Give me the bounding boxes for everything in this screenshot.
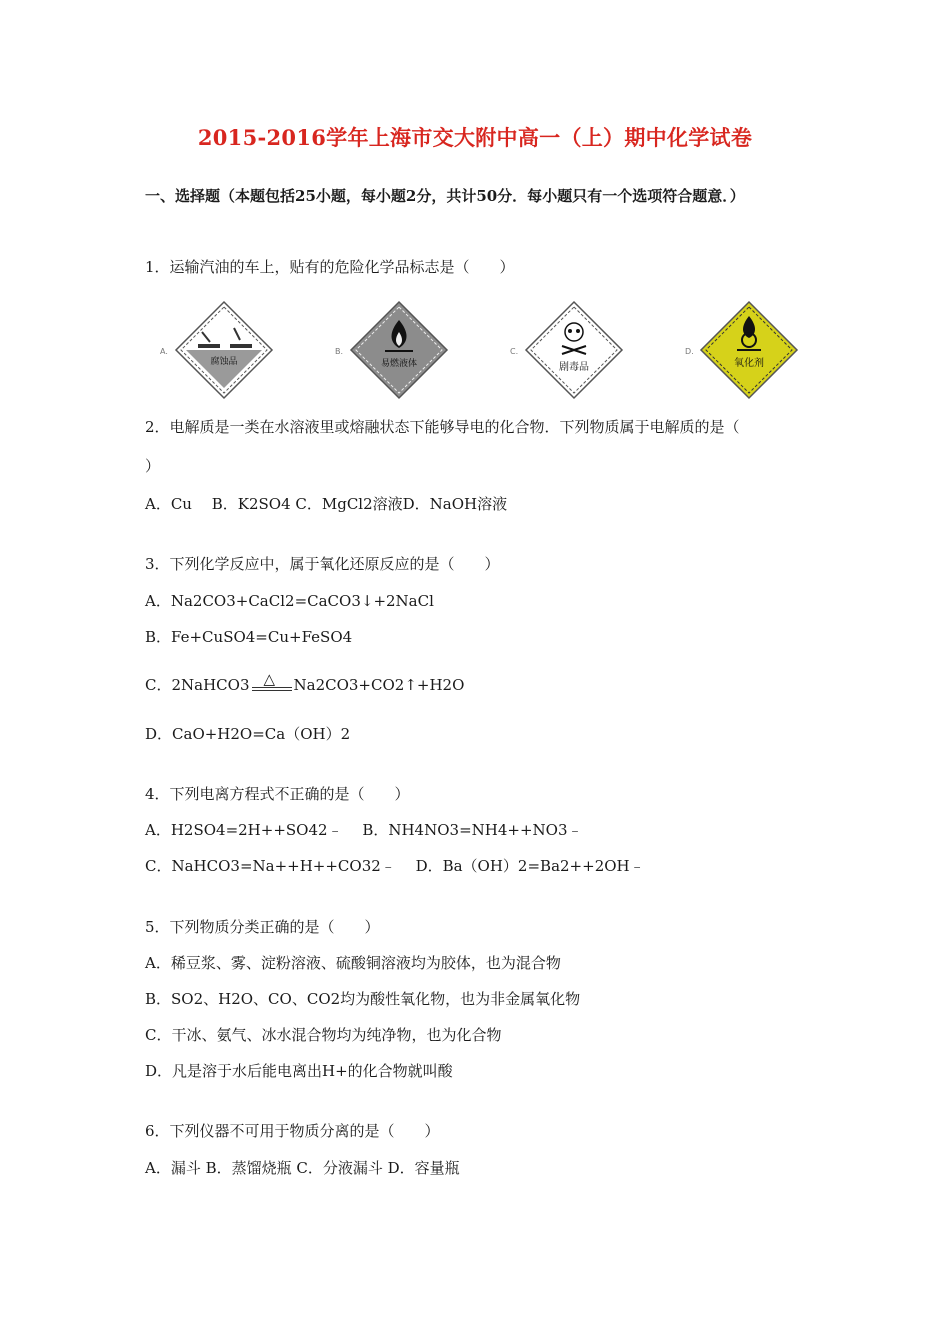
hazard-signs xyxy=(150,300,800,410)
svg-text:剧毒品: 剧毒品 xyxy=(559,362,589,373)
question-5-option-d: D．凡是溶于水后能电离出H+的化合物就叫酸 xyxy=(145,1062,453,1080)
hazard-sign-b[interactable] xyxy=(325,300,465,410)
svg-text:腐蚀品: 腐蚀品 xyxy=(210,357,238,367)
question-5-option-c: C．干冰、氨气、冰水混合物均为纯净物，也为化合物 xyxy=(145,1026,502,1044)
question-4-options-ab: A．H2SO4=2H++SO42﹣ B．NH4NO3=NH4++NO3﹣ xyxy=(145,821,583,839)
question-2-options: A．Cu B．K2SO4 C．MgCl2溶液D．NaOH溶液 xyxy=(145,495,508,513)
svg-text:易燃液体: 易燃液体 xyxy=(380,359,418,369)
question-4-stem: 4．下列电离方程式不正确的是（ ） xyxy=(145,785,410,803)
hazard-sign-c[interactable] xyxy=(500,300,640,410)
flame-icon xyxy=(349,300,449,400)
question-6-stem: 6．下列仪器不可用于物质分离的是（ ） xyxy=(145,1122,440,1140)
corrosive-icon xyxy=(174,300,274,400)
question-5-stem: 5．下列物质分类正确的是（ ） xyxy=(145,918,380,936)
sign-letter: A. xyxy=(160,347,168,356)
question-2-stem: 2．电解质是一类在水溶液里或熔融状态下能够导电的化合物．下列物质属于电解质的是（ xyxy=(145,418,740,436)
question-3-option-a: A．Na2CO3+CaCl2=CaCO3↓+2NaCl xyxy=(145,592,434,610)
question-3-option-c xyxy=(145,670,465,696)
question-5-option-b: B．SO2、H2O、CO、CO2均为酸性氧化物，也为非金属氧化物 xyxy=(145,990,581,1008)
oxidizer-icon xyxy=(699,300,799,400)
hazard-sign-a[interactable] xyxy=(150,300,290,410)
question-3-option-d: D．CaO+H2O=Ca（OH）2 xyxy=(145,725,351,743)
page-title: 2015-2016学年上海市交大附中高一（上）期中化学试卷 xyxy=(197,125,753,150)
sign-letter: D. xyxy=(685,347,694,356)
svg-text:氧化剂: 氧化剂 xyxy=(734,358,764,369)
skull-icon xyxy=(524,300,624,400)
hazard-sign-d[interactable] xyxy=(675,300,815,410)
sign-letter: C. xyxy=(510,347,519,356)
question-6-options: A．漏斗 B．蒸馏烧瓶 C．分液漏斗 D．容量瓶 xyxy=(145,1159,460,1177)
section-heading: 一、选择题（本题包括25小题，每小题2分，共计50分．每小题只有一个选项符合题意．） xyxy=(145,187,745,205)
question-2-stem-end: ） xyxy=(145,457,161,475)
question-5-option-a: A．稀豆浆、雾、淀粉溶液、硫酸铜溶液均为胶体，也为混合物 xyxy=(145,954,561,972)
question-1-stem: 1．运输汽油的车上，贴有的危险化学品标志是（ ） xyxy=(145,258,515,276)
sign-letter: B. xyxy=(335,347,344,356)
heat-condition: △ xyxy=(252,674,292,696)
question-3-option-b: B．Fe+CuSO4=Cu+FeSO4 xyxy=(145,628,353,646)
option-c-left: C．2NaHCO3 xyxy=(145,676,250,694)
question-3-stem: 3．下列化学反应中，属于氧化还原反应的是（ ） xyxy=(145,555,500,573)
option-c-right: Na2CO3+CO2↑+H2O xyxy=(293,676,465,694)
question-4-options-cd: C．NaHCO3=Na++H++CO32﹣ D．Ba（OH）2=Ba2++2OH﹣ xyxy=(145,857,645,875)
